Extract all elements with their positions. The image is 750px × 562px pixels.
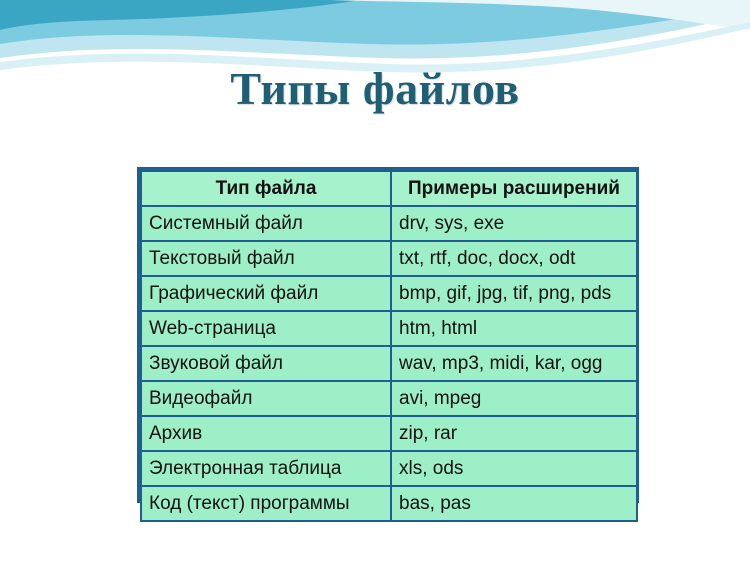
file-type-cell: Системный файл bbox=[141, 206, 391, 241]
file-type-cell: Архив bbox=[141, 416, 391, 451]
table-row bbox=[141, 206, 637, 241]
extensions-cell: drv, sys, exe bbox=[391, 206, 637, 241]
column-header-extension-examples: Примеры расширений bbox=[391, 171, 637, 206]
extensions-cell: wav, mp3, midi, kar, ogg bbox=[391, 346, 637, 381]
table-row bbox=[141, 451, 637, 486]
file-type-cell: Текстовый файл bbox=[141, 241, 391, 276]
table-row bbox=[141, 416, 637, 451]
table-row bbox=[141, 486, 637, 521]
table-header-row bbox=[141, 171, 637, 206]
file-types-table bbox=[137, 167, 639, 514]
extensions-cell: txt, rtf, doc, docx, odt bbox=[391, 241, 637, 276]
table-row bbox=[141, 346, 637, 381]
slide-title: Типы файлов bbox=[230, 63, 520, 114]
table-row bbox=[141, 276, 637, 311]
extensions-cell: xls, ods bbox=[391, 451, 637, 486]
extensions-cell: zip, rar bbox=[391, 416, 637, 451]
file-type-cell: Код (текст) программы bbox=[141, 486, 391, 521]
table-row bbox=[141, 311, 637, 346]
column-header-file-type: Тип файла bbox=[141, 171, 391, 206]
table-row bbox=[141, 241, 637, 276]
extensions-cell: bmp, gif, jpg, tif, png, pds bbox=[391, 276, 637, 311]
extensions-cell: htm, html bbox=[391, 311, 637, 346]
file-type-cell: Графический файл bbox=[141, 276, 391, 311]
file-type-cell: Web-страница bbox=[141, 311, 391, 346]
file-type-cell: Видеофайл bbox=[141, 381, 391, 416]
extensions-cell: avi, mpeg bbox=[391, 381, 637, 416]
table-row bbox=[141, 381, 637, 416]
extensions-cell: bas, pas bbox=[391, 486, 637, 521]
file-type-cell: Электронная таблица bbox=[141, 451, 391, 486]
file-type-cell: Звуковой файл bbox=[141, 346, 391, 381]
